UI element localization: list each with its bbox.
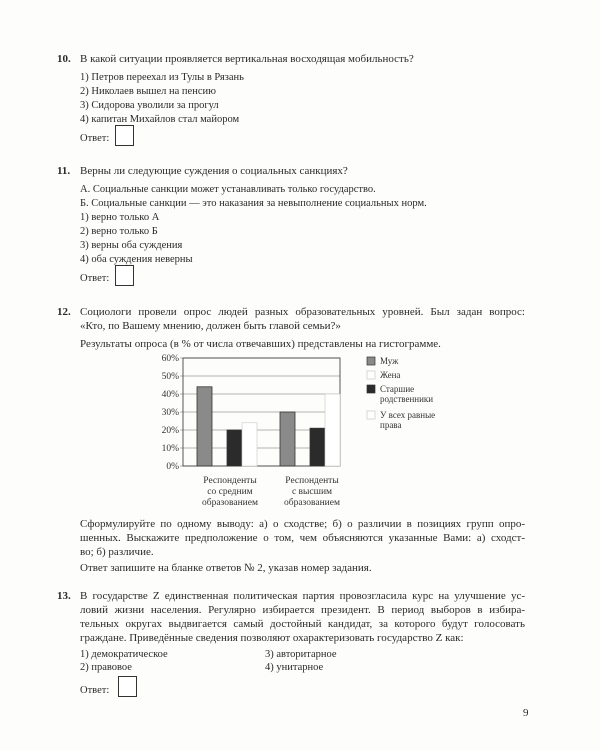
q10-answer-label: Ответ: <box>80 133 110 144</box>
q10-answer-box[interactable] <box>115 125 134 146</box>
q12-results-line: Результаты опроса (в % от числа отвечавших) представлены на гистограмме. <box>80 338 441 350</box>
q11-option-2: 2) верно только Б <box>80 226 158 237</box>
x-category-label: Респонденты <box>285 476 339 486</box>
legend-label: У всех равные <box>380 410 436 420</box>
question-10-number: 10. <box>57 53 71 65</box>
question-11-number: 11. <box>57 165 71 177</box>
question-10-stem: В какой ситуации проявляется вертикальная восходящая мобильность? <box>80 53 414 65</box>
y-tick-label: 10% <box>161 444 179 454</box>
legend-swatch <box>367 385 375 393</box>
legend-swatch <box>367 357 375 365</box>
x-category-label: со средним <box>207 487 253 497</box>
bar-1-1 <box>197 387 212 466</box>
q10-option-1: 1) Петров переехал из Тулы в Рязань <box>80 72 244 83</box>
bar-1-4 <box>242 423 257 466</box>
bar-2-1 <box>280 412 295 466</box>
q12-stem-line-1: Социологи провели опрос людей разных образовательных уровней. Был задан вопрос: <box>80 306 525 318</box>
q10-option-3: 3) Сидорова уволили за прогул <box>80 100 219 111</box>
q13-option-3: 3) авторитарное <box>265 649 337 660</box>
q13-option-2: 2) правовое <box>80 662 132 673</box>
y-tick-label: 20% <box>161 426 179 436</box>
q10-option-2: 2) Николаев вышел на пенсию <box>80 86 216 97</box>
q13-stem-line-4: граждане. Приведённые сведения позволяют охарактеризовать государство Z как: <box>80 632 464 644</box>
page-number: 9 <box>523 707 529 719</box>
q12-stem-line-2: «Кто, по Вашему мнению, должен быть главой семьи?» <box>80 320 341 332</box>
y-tick-label: 30% <box>161 408 179 418</box>
q12-task-line-1: Сформулируйте по одному выводу: а) о сходстве; б) о различии в позициях групп опро- <box>80 518 525 530</box>
q13-stem-line-3: тельных округах выдвигается самый достойный кандидат, за которого будут голосовать <box>80 618 525 630</box>
x-category-label: Респонденты <box>203 476 257 486</box>
q11-answer-label: Ответ: <box>80 273 110 284</box>
x-category-label: с высшим <box>291 487 333 497</box>
q11-option-4: 4) оба суждения неверны <box>80 254 193 265</box>
y-tick-label: 60% <box>161 354 179 364</box>
question-11-stem: Верны ли следующие суждения о социальных санкциях? <box>80 165 348 177</box>
q13-answer-box[interactable] <box>118 676 137 697</box>
legend-label: права <box>380 420 402 430</box>
q13-option-1: 1) демократическое <box>80 649 168 660</box>
bar-2-3 <box>310 428 325 466</box>
q13-stem-line-1: В государстве Z единственная политическая партия провозгласила курс на улучшение ус- <box>80 590 525 602</box>
q13-stem-line-2: ловий жизни населения. Регулярно избирается президент. В период выборов в избира- <box>80 604 525 616</box>
q11-option-3: 3) верны оба суждения <box>80 240 183 251</box>
y-tick-label: 50% <box>161 372 179 382</box>
question-12-number: 12. <box>57 306 71 318</box>
q12-write-line: Ответ запишите на бланке ответов № 2, указав номер задания. <box>80 562 372 574</box>
legend-label: Муж <box>380 356 399 366</box>
x-category-label: образованием <box>202 498 258 508</box>
q11-answer-box[interactable] <box>115 265 134 286</box>
legend-label: Старшие <box>380 384 415 394</box>
q11-judgment-b: Б. Социальные санкции — это наказания за невыполнение социальных норм. <box>80 198 427 209</box>
legend-label: родственники <box>380 394 434 404</box>
y-tick-label: 40% <box>161 390 179 400</box>
legend-label: Жена <box>380 370 401 380</box>
legend-swatch <box>367 411 375 419</box>
q12-task-line-2: шенных. Выскажите предположение о том, чем объясняются указанные Вами: а) сходст- <box>80 532 525 544</box>
q10-option-4: 4) капитан Михайлов стал майором <box>80 114 240 125</box>
q12-task-line-3: во; б) различие. <box>80 546 154 558</box>
q13-option-4: 4) унитарное <box>265 662 324 673</box>
survey-histogram <box>150 350 480 520</box>
x-category-label: образованием <box>284 498 340 508</box>
bar-1-3 <box>227 430 242 466</box>
q13-answer-label: Ответ: <box>80 685 110 696</box>
q11-judgment-a: А. Социальные санкции может устанавливать только государство. <box>80 184 376 195</box>
question-13-number: 13. <box>57 590 71 602</box>
bar-2-4 <box>325 394 340 466</box>
legend-swatch <box>367 371 375 379</box>
q11-option-1: 1) верно только А <box>80 212 160 223</box>
y-tick-label: 0% <box>166 462 179 472</box>
